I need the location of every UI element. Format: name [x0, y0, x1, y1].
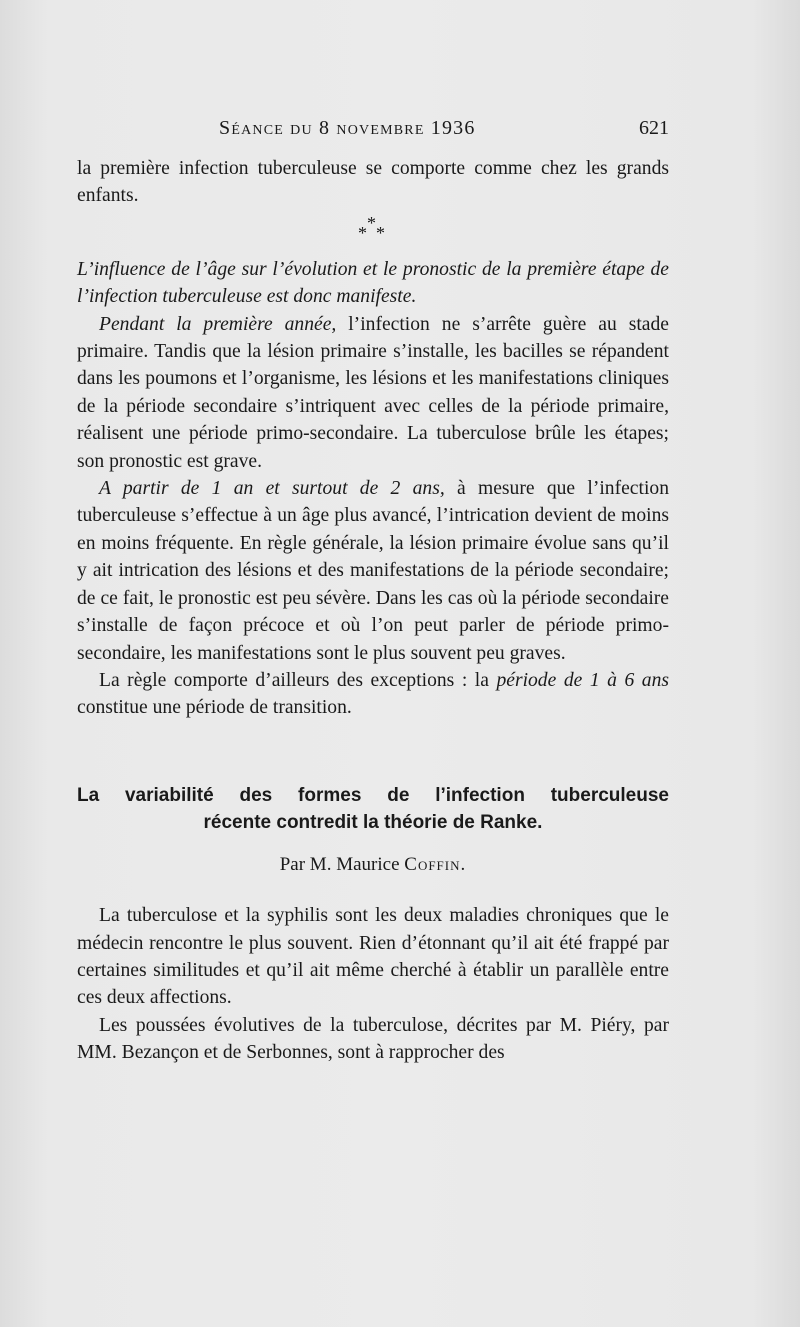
paragraph-syphilis: La tuberculose et la syphilis sont les deux maladies chroniques que le médecin rencontre le plus souvent. Rien d’étonnant qu’il ait été frappé par certaines similitudes et qu’il ait même cherché à établir un parallèle entre ces deux affections.: [77, 905, 669, 1009]
author-line: [77, 851, 669, 878]
paragraph-exceptions: [77, 667, 669, 722]
italic-lead: Pendant la première année,: [99, 313, 337, 335]
paragraph-text: constitue une période de transition.: [77, 697, 352, 719]
author-prefix: Par M. Maurice: [279, 853, 405, 875]
section-heading: [77, 782, 669, 836]
paragraph-text: à mesure que l’infection tuberculeuse s’effectue à un âge plus avancé, l’intrication devient de moins en moins fréquente. En règle générale, la lésion primaire évolue sans qu’il y ait intrication des lésions et des manifestations de la période secondaire; de ce fait, le pronostic est peu sévère. Dans les cas où la période secondaire s’installe de façon précoce et où l’on peut parler de période primo-secondaire, les manifestations sont le plus souvent peu graves.: [77, 478, 669, 664]
asterism-star: *: [358, 222, 367, 243]
paragraph-after-one-year: [77, 475, 669, 667]
paragraph-continuation: la première infection tuberculeuse se comporte comme chez les grands enfants.: [77, 158, 669, 207]
italic-statement: L’influence de l’âge sur l’évolution et le pronostic de la première étape de l’infection tuberculeuse est donc manifeste.: [77, 258, 669, 308]
author-name: Coffin.: [404, 853, 467, 875]
heading-line-1: La variabilité des formes de l’infection tuberculeuse: [77, 784, 669, 806]
page-number: 621: [639, 117, 669, 139]
paragraph-first-year: [77, 311, 669, 475]
running-title: Séance du 8 novembre 1936: [219, 117, 476, 139]
body-text: [77, 155, 669, 1067]
paragraph-poussees: Les poussées évolutives de la tuberculose, décrites par M. Piéry, par MM. Bezançon et de Serbonnes, sont à rapprocher des: [77, 1014, 669, 1064]
italic-lead: A partir de 1 an et surtout de 2 ans,: [99, 478, 445, 500]
italic-phrase: période de 1 à 6 ans: [496, 669, 669, 691]
paragraph-text: La règle comporte d’ailleurs des exceptions : la: [99, 669, 497, 691]
section-asterism: [77, 210, 669, 256]
asterism-star: *: [376, 222, 385, 243]
paragraph-influence: [77, 256, 669, 311]
heading-line-2: récente contredit la théorie de Ranke.: [203, 811, 543, 833]
running-header: [77, 117, 669, 145]
asterism-star: *: [367, 212, 376, 233]
paragraph-text: l’infection ne s’arrête guère au stade primaire. Tandis que la lésion primaire s’installe, les bacilles se répandent dans les poumons et l’organisme, les lésions et les manifestations cliniques de la période secondaire s’intriquent avec celles de la période primaire, réalisent une période primo-secondaire. La tuberculose brûle les étapes; son pronostic est grave.: [77, 313, 669, 472]
